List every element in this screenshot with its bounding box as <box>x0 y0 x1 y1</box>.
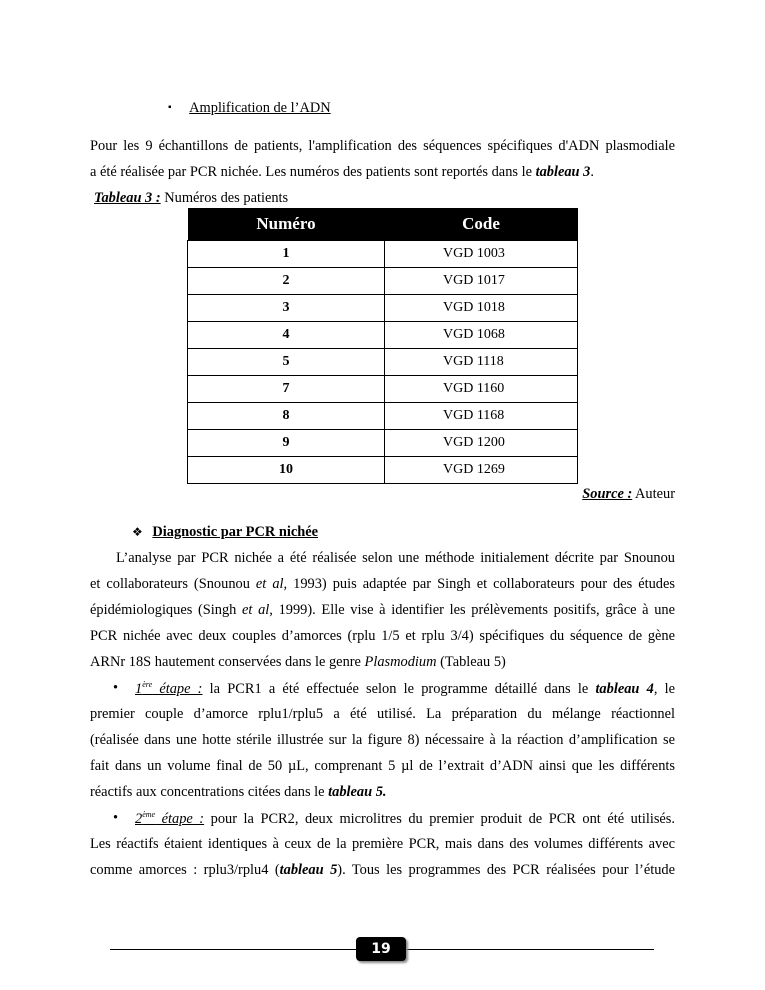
tableau-5-reference: tableau 5. <box>328 784 387 800</box>
row-code: VGD 1118 <box>385 349 578 376</box>
patients-table <box>187 208 578 484</box>
step2-line-1: 2ème étape : pour la PCR2, deux microlitres du premier produit de PCR ont été utilisés. <box>135 810 675 827</box>
row-number: 7 <box>188 376 385 403</box>
row-code: VGD 1003 <box>385 241 578 268</box>
table-row <box>188 430 578 457</box>
row-number: 1 <box>188 241 385 268</box>
intro-line-1: Pour les 9 échantillons de patients, l'amplification des séquences spécifiques d'ADN plasmodiale <box>90 138 675 154</box>
diamond-bullet-icon: ❖ <box>132 525 143 539</box>
row-code: VGD 1200 <box>385 430 578 457</box>
tableau-4-reference: tableau 4 <box>595 680 654 697</box>
header-numero: Numéro <box>188 208 385 241</box>
section-diagnostic-heading <box>132 524 318 541</box>
footer-rule-left <box>110 949 356 950</box>
row-code: VGD 1269 <box>385 457 578 484</box>
table-row <box>188 268 578 295</box>
row-code: VGD 1168 <box>385 403 578 430</box>
table-caption-text: Numéros des patients <box>160 190 289 206</box>
row-code: VGD 1160 <box>385 376 578 403</box>
intro-line-2: a été réalisée par PCR nichée. Les numéros des patients sont reportés dans le tableau 3. <box>90 164 594 180</box>
row-number: 5 <box>188 349 385 376</box>
table-caption <box>94 190 288 207</box>
row-number: 3 <box>188 295 385 322</box>
step1-line-3: (réalisée dans une hotte stérile illustrée sur la figure 8) nécessaire à la réaction d’amplification se <box>90 732 675 748</box>
header-code: Code <box>385 208 578 241</box>
step1-bullet-icon: • <box>113 680 119 696</box>
row-number: 2 <box>188 268 385 295</box>
table-source <box>582 486 675 503</box>
step2-line-2: Les réactifs étaient identiques à ceux de la première PCR, mais dans des volumes différents avec <box>90 836 675 852</box>
diag-line-5: ARNr 18S hautement conservées dans le genre Plasmodium (Tableau 5) <box>90 654 506 670</box>
page-number: 19 <box>356 937 406 961</box>
row-number: 10 <box>188 457 385 484</box>
section-diagnostic-title: Diagnostic par PCR nichée <box>152 524 318 540</box>
table-row <box>188 322 578 349</box>
table-row <box>188 241 578 268</box>
table-header-row <box>188 208 578 241</box>
step2-bullet-icon: • <box>113 810 119 826</box>
source-label: Source : <box>582 486 633 502</box>
step1-label: 1ère étape : <box>135 680 203 697</box>
step2-line-3: comme amorces : rplu3/rplu4 (tableau 5). Tous les programmes des PCR réalisées pour l’étude <box>90 862 675 878</box>
diag-line-1: L’analyse par PCR nichée a été réalisée selon une méthode initialement décrite par Snounou <box>116 550 675 566</box>
table-row <box>188 457 578 484</box>
source-text: Auteur <box>632 486 675 502</box>
row-code: VGD 1017 <box>385 268 578 295</box>
section-amplification-heading <box>168 100 331 117</box>
table-caption-label: Tableau 3 : <box>94 190 161 206</box>
step1-line-1: 1ère étape : la PCR1 a été effectuée selon le programme détaillé dans le tableau 4, le <box>135 680 675 697</box>
diag-line-2: et collaborateurs (Snounou et al, 1993) puis adaptée par Singh et collaborateurs pour des études <box>90 576 675 592</box>
row-number: 4 <box>188 322 385 349</box>
table-row <box>188 403 578 430</box>
row-code: VGD 1068 <box>385 322 578 349</box>
square-bullet-icon: ▪ <box>168 102 172 113</box>
diag-line-3: épidémiologiques (Singh et al, 1999). Elle vise à identifier les prélèvements positifs, grâce à une <box>90 602 675 618</box>
step2-label: 2ème étape : <box>135 810 205 827</box>
footer-rule-right <box>406 949 654 950</box>
step1-line-2: premier couple d’amorce rplu1/rplu5 a été utilisé. La préparation du mélange réactionnel <box>90 706 675 722</box>
row-number: 9 <box>188 430 385 457</box>
step1-line-5: réactifs aux concentrations citées dans le tableau 5. <box>90 784 387 800</box>
tableau-5-reference: tableau 5 <box>279 862 338 878</box>
diag-line-4: PCR nichée avec deux couples d’amorces (rplu 1/5 et rplu 3/4) spécifiques du séquence de gène <box>90 628 675 644</box>
table-row <box>188 376 578 403</box>
table-row <box>188 295 578 322</box>
row-code: VGD 1018 <box>385 295 578 322</box>
row-number: 8 <box>188 403 385 430</box>
tableau-3-reference: tableau 3 <box>535 164 591 180</box>
table-row <box>188 349 578 376</box>
step1-line-4: fait dans un volume final de 50 µL, comprenant 5 µl de l’extrait d’ADN ainsi que les différents <box>90 758 675 774</box>
section-amplification-title: Amplification de l’ADN <box>189 100 331 116</box>
